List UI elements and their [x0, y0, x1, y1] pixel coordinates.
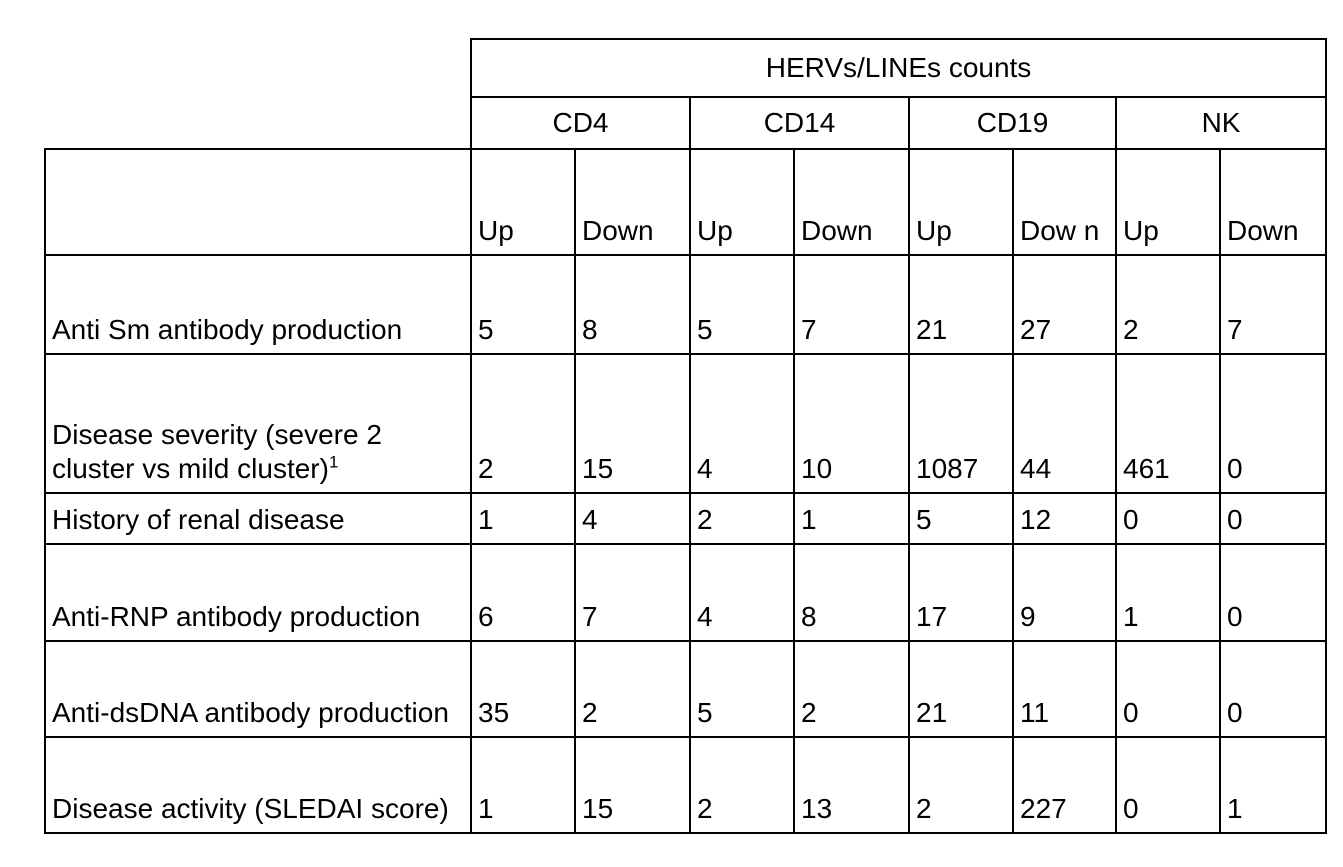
header-table [470, 38, 1327, 150]
value-cell: 7 [1220, 255, 1326, 354]
value-cell: 2 [909, 737, 1013, 833]
footnote-marker: 1 [328, 452, 339, 472]
value-cell: 1 [1220, 737, 1326, 833]
subheader-cd4-down: Down [575, 149, 690, 255]
row-label: Anti-dsDNA antibody production [45, 641, 471, 737]
row-label: Disease activity (SLEDAI score) [45, 737, 471, 833]
value-cell: 44 [1013, 354, 1116, 493]
subheader-cd14-up: Up [690, 149, 794, 255]
value-cell: 461 [1116, 354, 1220, 493]
value-cell: 2 [794, 641, 909, 737]
value-cell: 4 [575, 493, 690, 544]
header-title: HERVs/LINEs counts [471, 39, 1326, 97]
value-cell: 1 [1116, 544, 1220, 641]
value-cell: 0 [1220, 354, 1326, 493]
header-title-row [471, 39, 1326, 97]
value-cell: 11 [1013, 641, 1116, 737]
value-cell: 1087 [909, 354, 1013, 493]
value-cell: 4 [690, 544, 794, 641]
subheader-cd14-down: Down [794, 149, 909, 255]
value-cell: 2 [471, 354, 575, 493]
value-cell: 0 [1220, 641, 1326, 737]
value-cell: 0 [1116, 641, 1220, 737]
value-cell: 5 [471, 255, 575, 354]
value-cell: 35 [471, 641, 575, 737]
value-cell: 10 [794, 354, 909, 493]
table-row [45, 493, 1326, 544]
table-row [45, 737, 1326, 833]
row-label: History of renal disease [45, 493, 471, 544]
value-cell: 4 [690, 354, 794, 493]
row-label: Anti Sm antibody production [45, 255, 471, 354]
table-row [45, 255, 1326, 354]
value-cell: 227 [1013, 737, 1116, 833]
value-cell: 6 [471, 544, 575, 641]
value-cell: 8 [575, 255, 690, 354]
value-cell: 27 [1013, 255, 1116, 354]
value-cell: 2 [575, 641, 690, 737]
value-cell: 2 [1116, 255, 1220, 354]
value-cell: 21 [909, 255, 1013, 354]
cell-type-cd4: CD4 [471, 97, 690, 149]
corner-cell [45, 149, 471, 255]
subheader-row [45, 149, 1326, 255]
value-cell: 1 [471, 737, 575, 833]
table-row [45, 354, 1326, 493]
cell-type-row [471, 97, 1326, 149]
value-cell: 8 [794, 544, 909, 641]
value-cell: 0 [1220, 493, 1326, 544]
table-row [45, 544, 1326, 641]
value-cell: 21 [909, 641, 1013, 737]
value-cell: 15 [575, 737, 690, 833]
data-table [44, 148, 1327, 834]
value-cell: 13 [794, 737, 909, 833]
value-cell: 1 [471, 493, 575, 544]
subheader-cd19-up: Up [909, 149, 1013, 255]
value-cell: 0 [1116, 493, 1220, 544]
table-row [45, 641, 1326, 737]
subheader-nk-down: Down [1220, 149, 1326, 255]
cell-type-nk: NK [1116, 97, 1326, 149]
value-cell: 0 [1116, 737, 1220, 833]
value-cell: 5 [690, 255, 794, 354]
row-label: Anti-RNP antibody production [45, 544, 471, 641]
value-cell: 17 [909, 544, 1013, 641]
row-label: Disease severity (severe 2 cluster vs mild cluster) [52, 419, 382, 484]
value-cell: 12 [1013, 493, 1116, 544]
subheader-cd4-up: Up [471, 149, 575, 255]
value-cell: 5 [690, 641, 794, 737]
value-cell: 15 [575, 354, 690, 493]
value-cell: 9 [1013, 544, 1116, 641]
cell-type-cd14: CD14 [690, 97, 909, 149]
value-cell: 2 [690, 737, 794, 833]
cell-type-cd19: CD19 [909, 97, 1116, 149]
subheader-cd19-down: Dow n [1013, 149, 1116, 255]
subheader-nk-up: Up [1116, 149, 1220, 255]
value-cell: 0 [1220, 544, 1326, 641]
value-cell: 1 [794, 493, 909, 544]
value-cell: 2 [690, 493, 794, 544]
row-label-cell [45, 354, 471, 493]
value-cell: 5 [909, 493, 1013, 544]
value-cell: 7 [794, 255, 909, 354]
value-cell: 7 [575, 544, 690, 641]
